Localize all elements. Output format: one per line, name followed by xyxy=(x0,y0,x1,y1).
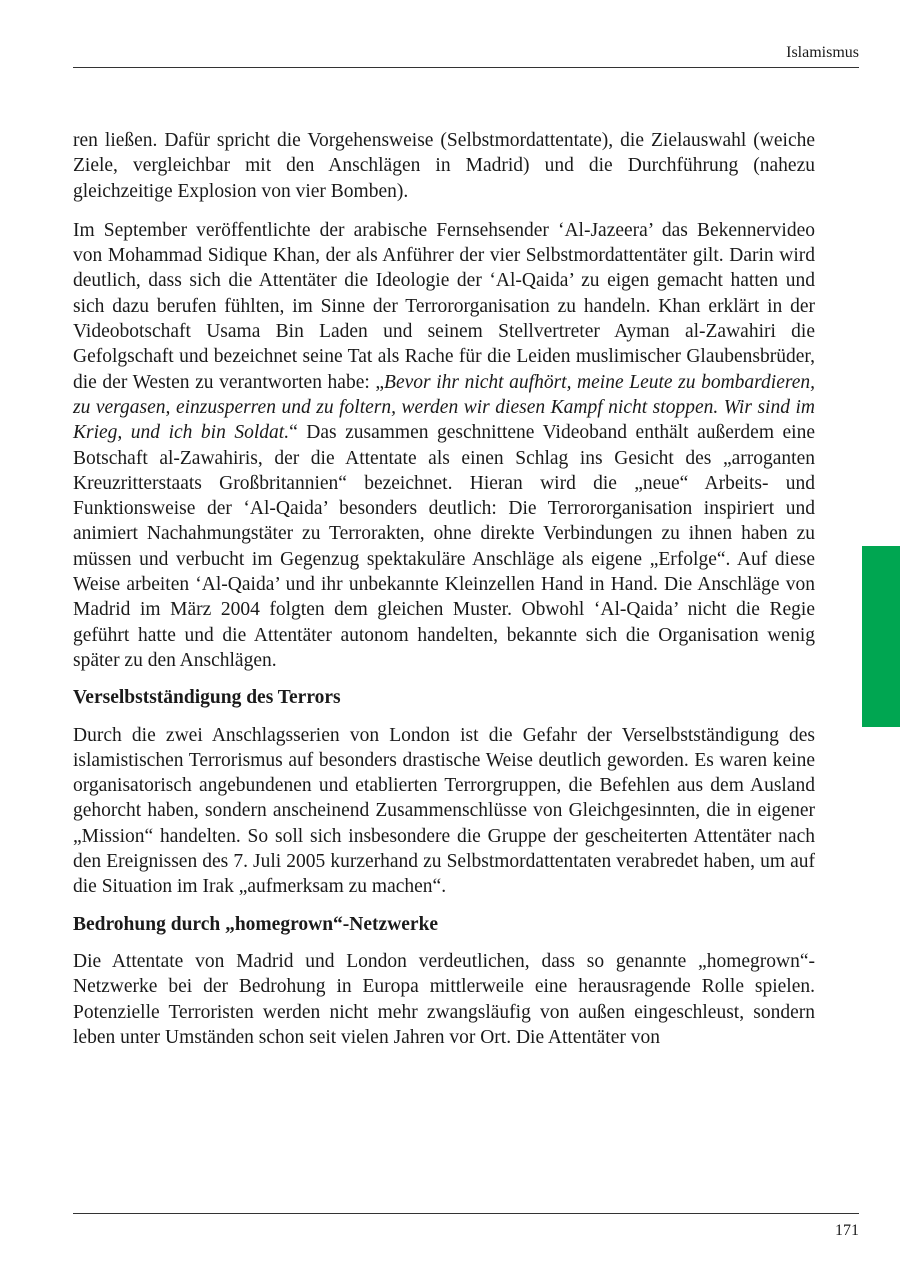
footer-rule xyxy=(73,1213,859,1214)
page-body xyxy=(73,128,815,1050)
paragraph-3: Durch die zwei Anschlagsserien von London ist die Gefahr der Verselbstständigung des islamistischen Terrorismus auf besonders drastische Weise deutlich geworden. Es waren keine organisatorisch angebundenen und etablierten Terrorgruppen, die Befehlen aus dem Ausland gehorcht haben, sondern anscheinend Zusammenschlüsse von Gleichgesinnten, die in eigener „Mission“ handelten. So soll sich insbesondere die Gruppe der gescheiterten Attentäter nach den Ereignissen des 7. Juli 2005 kurzerhand zu Selbstmordattentaten verabredet haben, um auf die Situation im Irak „aufmerksam zu machen“. xyxy=(73,724,815,898)
paragraph-2-text-a: Im September veröffentlichte der arabische Fernsehsender ‘Al-Jazeera’ das Bekennervideo von Mohammad Sidique Khan, der als Anführer der vier Selbstmordattentäter gilt. Darin wird deutlich, dass sich die Attentäter die Ideologie der ‘Al-Qaida’ zu eigen gemacht hatten und sich dazu berufen fühlten, im Sinne der Terrororganisation zu handeln. Khan erklärt in der Videobotschaft Usama Bin Laden und seinem Stellvertreter Ayman al-Zawahiri die Gefolgschaft und bezeichnet seine Tat als Rache für die Leiden muslimischer Glaubensbrüder, die der Westen zu verantworten habe: „ xyxy=(73,219,815,393)
chapter-tab-marker xyxy=(862,546,900,727)
running-header: Islamismus xyxy=(786,44,859,61)
section-heading-verselbststaendigung: Verselbstständigung des Terrors xyxy=(73,687,341,709)
section-heading-homegrown: Bedrohung durch „homegrown“-Netzwerke xyxy=(73,913,439,935)
paragraph-2 xyxy=(73,218,815,673)
paragraph-1: ren ließen. Dafür spricht die Vorgehensweise (Selbstmordattentate), die Zielauswahl (weiche Ziele, vergleichbar mit den Anschlägen in Madrid) und die Durchführung (nahezu gleichzeitige Explosion von vier Bomben). xyxy=(73,130,815,202)
header-rule xyxy=(73,67,859,68)
page-number: 171 xyxy=(835,1222,859,1239)
paragraph-2-text-b: “ Das zusammen geschnittene Videoband enthält außerdem eine Botschaft al-Zawahiris, der die Attentate als einen Schlag ins Gesicht des „arroganten Kreuzritterstaats Großbritannien“ bezeichnet. Hieran wird die „neue“ Arbeits- und Funktionsweise der ‘Al-Qaida’ besonders deutlich: Die Terrororganisation inspiriert und animiert Nachahmungstäter zu Terrorakten, ohne direkte Verbindungen zu ihnen haben zu müssen und verbucht im Gegenzug spektakuläre Anschläge als eigene „Erfolge“. Auf diese Weise arbeiten ‘Al-Qaida’ und ihr unbekannte Kleinzellen Hand in Hand. Die Anschläge von Madrid im März 2004 folgten dem gleichen Muster. Obwohl ‘Al-Qaida’ nicht die Regie geführt hatte und die Attentäter autonom handelten, bekannte sich die Organisation wenig später zu den Anschlägen. xyxy=(73,422,815,671)
quote-khan: Bevor ihr nicht aufhört, meine Leute zu bombardieren, zu vergasen, einzusperren und zu foltern, werden wir diesen Kampf nicht stoppen. Wir sind im Krieg, und ich bin Soldat. xyxy=(73,371,815,444)
paragraph-4: Die Attentate von Madrid und London verdeutlichen, dass so genannte „homegrown“-Netzwerke bei der Bedrohung in Europa mittlerweile eine herausragende Rolle spielen. Potenzielle Terroristen werden nicht mehr zwangsläufig von außen eingeschleust, sondern leben unter Umständen schon seit vielen Jahren vor Ort. Die Attentäter von xyxy=(73,950,815,1048)
